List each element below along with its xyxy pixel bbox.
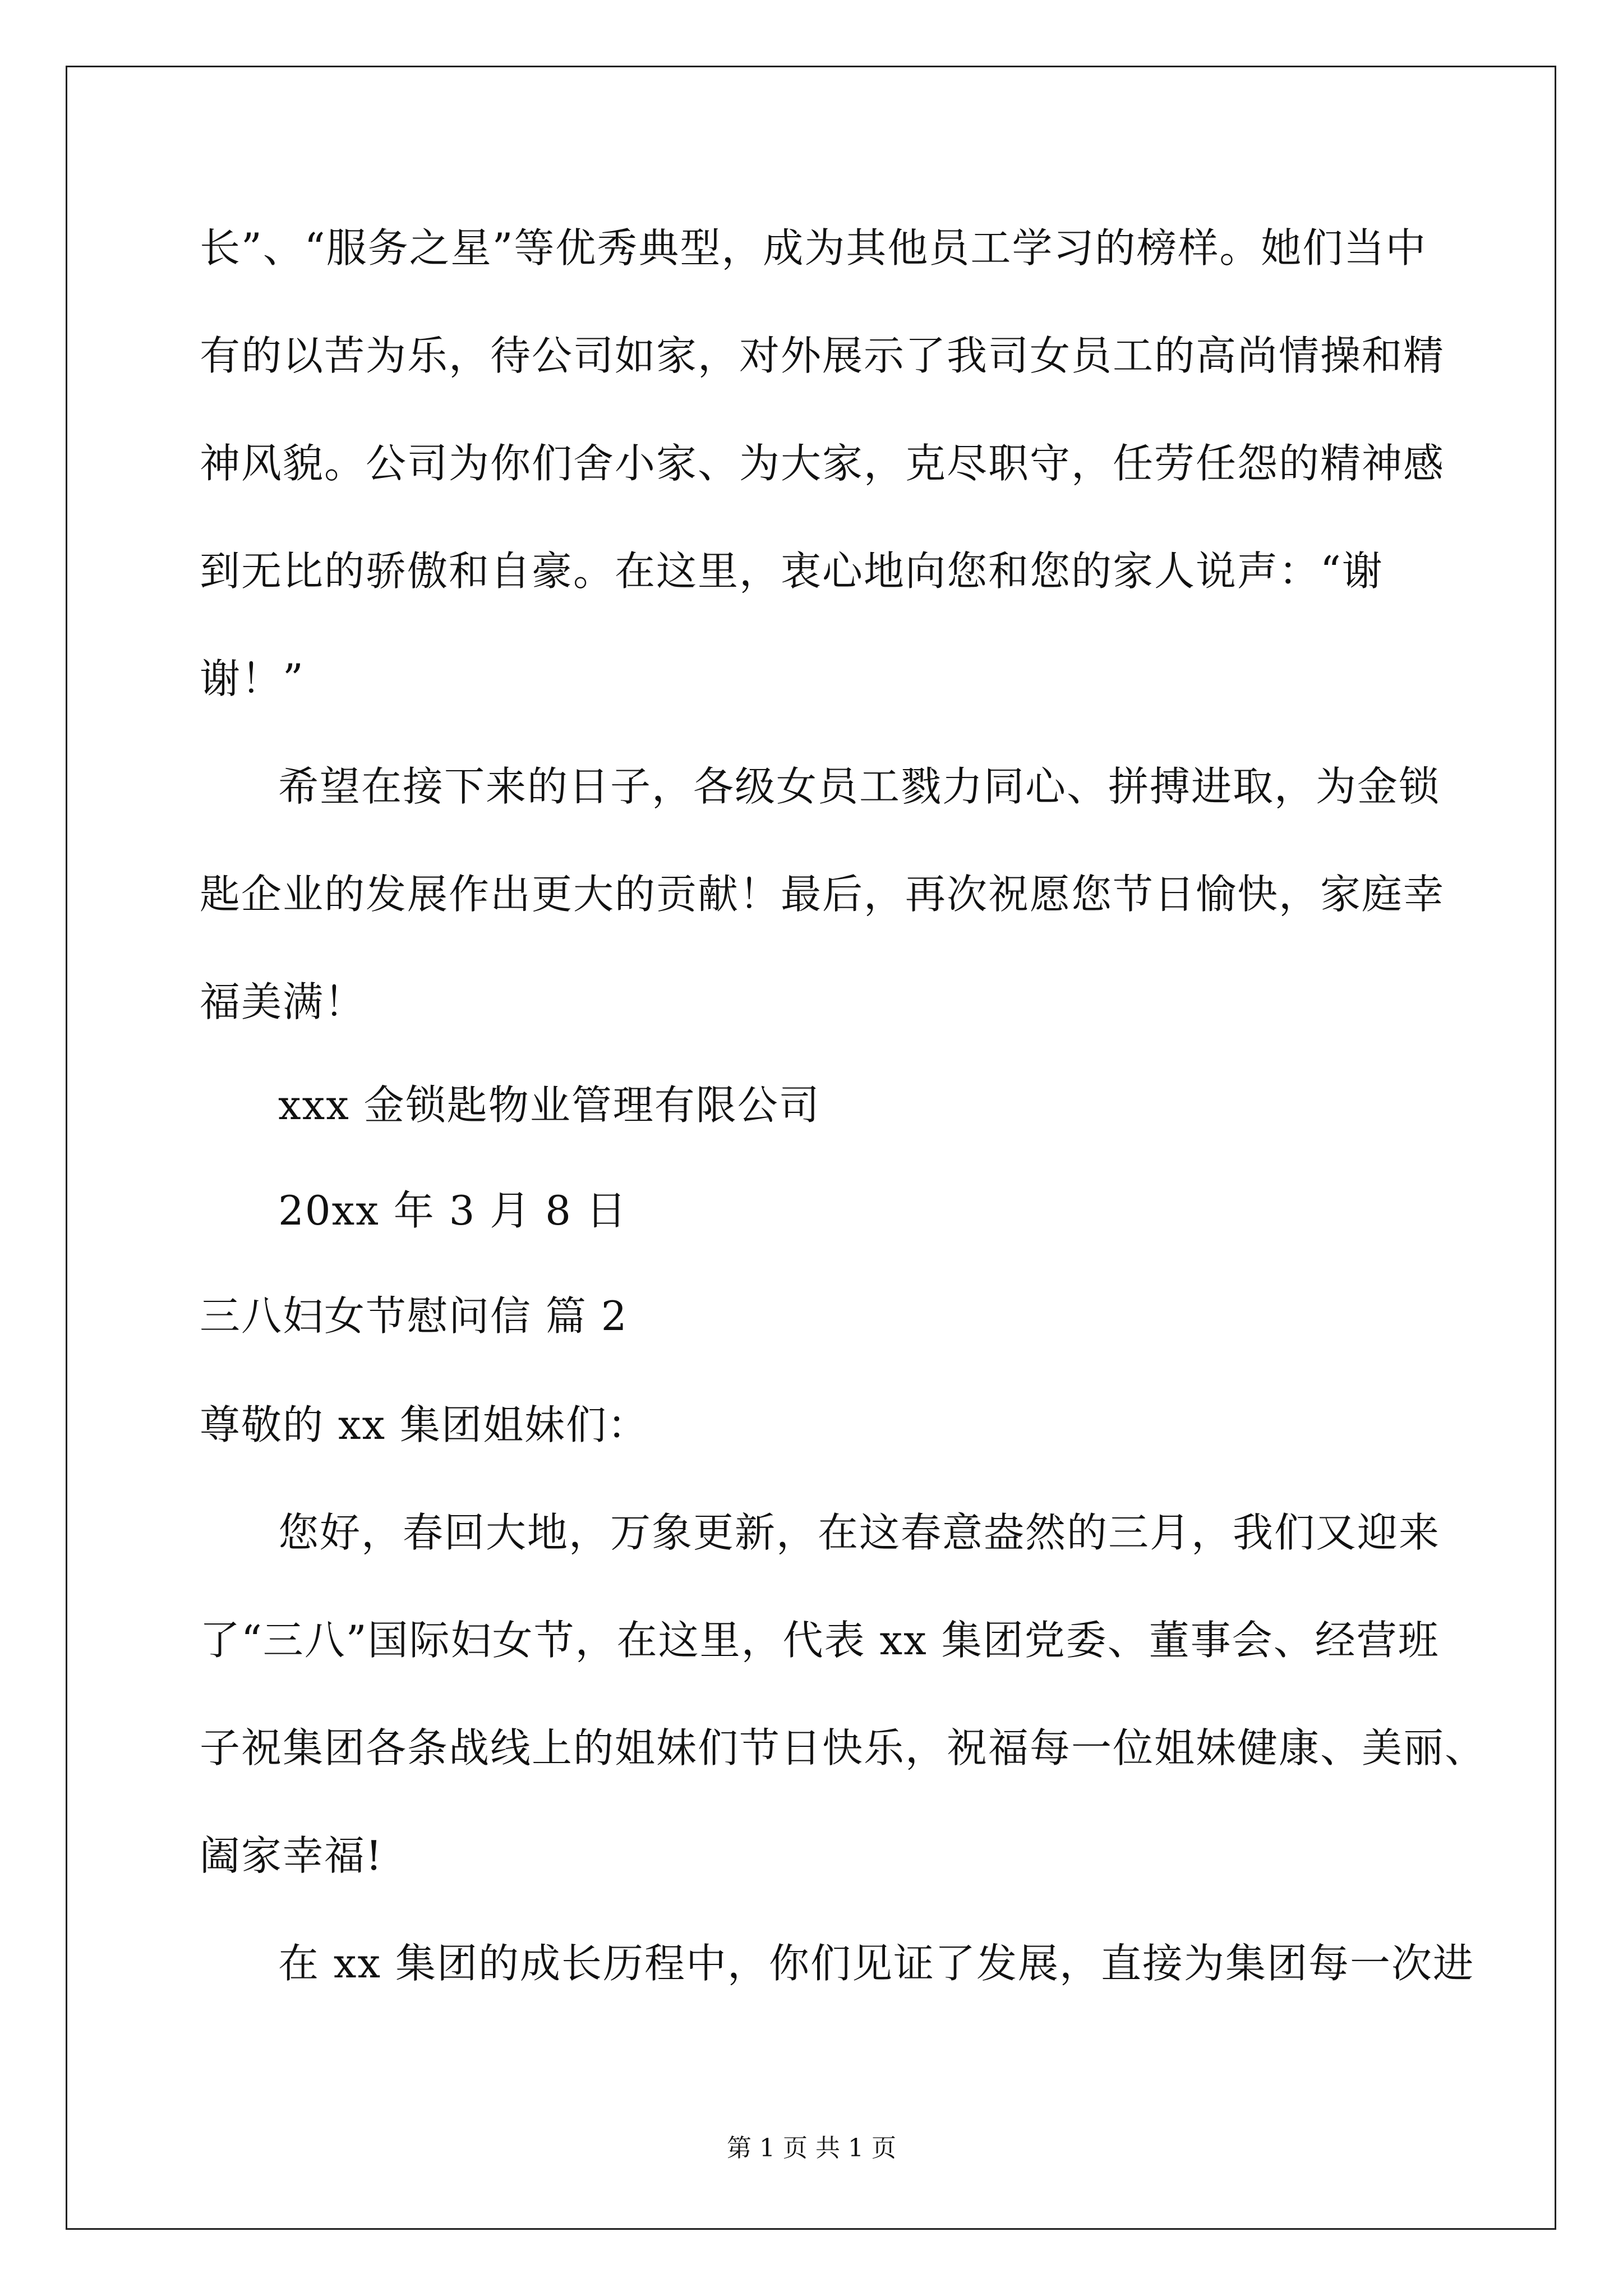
paragraph-start-line: 您好，春回大地，万象更新，在这春意盎然的三月，我们又迎来 (278, 1509, 1441, 1556)
signature-company: xxx 金锁匙物业管理有限公司 (278, 1082, 820, 1129)
body-text-line: 谢！” (200, 655, 305, 702)
paragraph-start-line: 希望在接下来的日子，各级女员工戮力同心、拼搏进取，为金锁 (278, 763, 1441, 810)
signature-date: 20xx 年 3 月 8 日 (278, 1187, 628, 1234)
salutation: 尊敬的 xx 集团姐妹们： (200, 1401, 649, 1448)
body-text-line: 福美满！ (200, 978, 366, 1025)
paragraph-start-line: 在 xx 集团的成长历程中，你们见证了发展，直接为集团每一次进 (278, 1940, 1474, 1987)
body-text-line: 长”、“服务之星”等优秀典型，成为其他员工学习的榜样。她们当中 (200, 224, 1427, 272)
body-text-line: 子祝集团各条战线上的姐妹们节日快乐，祝福每一位姐妹健康、美丽、 (200, 1724, 1487, 1772)
body-text-line: 匙企业的发展作出更大的贡献！最后，再次祝愿您节日愉快，家庭幸 (200, 871, 1445, 918)
section-heading: 三八妇女节慰问信 篇 2 (200, 1292, 628, 1340)
body-text-line: 了“三八”国际妇女节，在这里，代表 xx 集团党委、董事会、经营班 (200, 1617, 1440, 1664)
page-footer: 第 1 页 共 1 页 (727, 2134, 896, 2162)
body-text-line: 有的以苦为乐，待公司如家，对外展示了我司女员工的高尚情操和精 (200, 332, 1445, 379)
body-text-line: 到无比的骄傲和自豪。在这里，衷心地向您和您的家人说声：“谢 (200, 547, 1384, 595)
body-text-line: 神风貌。公司为你们舍小家、为大家，克尽职守，任劳任怨的精神感 (200, 440, 1445, 487)
body-text-line: 阖家幸福! (200, 1832, 383, 1879)
page-frame (66, 66, 1556, 2230)
